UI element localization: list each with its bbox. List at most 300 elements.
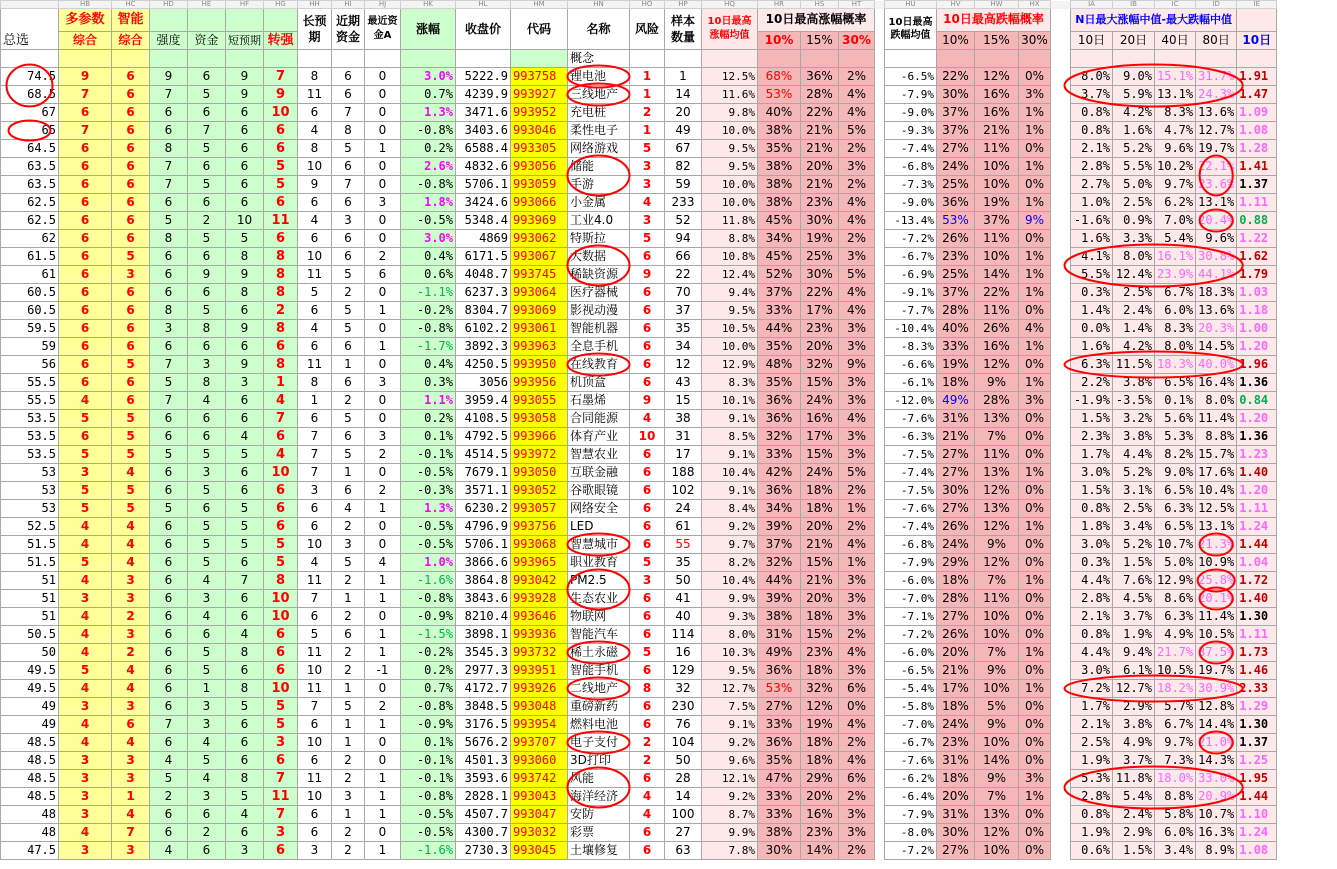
cell-change[interactable]: -0.5% bbox=[401, 536, 456, 554]
cell-close[interactable]: 3959.4 bbox=[456, 392, 511, 410]
cell-low-mean[interactable]: -7.2% bbox=[885, 842, 937, 860]
cell-hp15[interactable]: 19% bbox=[801, 230, 839, 248]
cell-long-expect[interactable]: 6 bbox=[298, 302, 332, 320]
cell-strength[interactable]: 5 bbox=[150, 500, 188, 518]
cell-risk[interactable]: 2 bbox=[630, 734, 665, 752]
cell-lp15[interactable]: 13% bbox=[975, 410, 1019, 428]
cell-recent-fund-a[interactable]: 4 bbox=[365, 554, 401, 572]
cell-name[interactable]: 手游 bbox=[568, 176, 630, 194]
cell-med10[interactable]: 1.0% bbox=[1071, 194, 1113, 212]
cell-lp10[interactable]: 26% bbox=[937, 518, 975, 536]
cell-recent-fund-a[interactable]: 1 bbox=[365, 644, 401, 662]
cell-total[interactable]: 51 bbox=[1, 572, 59, 590]
cell-ratio[interactable]: 1.62 bbox=[1237, 248, 1277, 266]
cell-code[interactable]: 993069 bbox=[511, 302, 568, 320]
cell-low-mean[interactable]: -6.6% bbox=[885, 356, 937, 374]
cell-lp15[interactable]: 10% bbox=[975, 680, 1019, 698]
cell-lp15[interactable]: 7% bbox=[975, 644, 1019, 662]
cell-high-mean[interactable]: 9.5% bbox=[702, 302, 758, 320]
cell-ratio[interactable]: 1.28 bbox=[1237, 140, 1277, 158]
cell-hp15[interactable]: 23% bbox=[801, 824, 839, 842]
cell-short-expect[interactable]: 6 bbox=[226, 140, 264, 158]
cell-med80[interactable]: 19.7% bbox=[1196, 662, 1237, 680]
cell-long-expect[interactable]: 6 bbox=[298, 500, 332, 518]
cell-ratio[interactable]: 1.47 bbox=[1237, 86, 1277, 104]
cell-risk[interactable]: 6 bbox=[630, 518, 665, 536]
cell-ratio[interactable]: 1.08 bbox=[1237, 122, 1277, 140]
cell-hp30[interactable]: 4% bbox=[839, 752, 875, 770]
cell-change[interactable]: 0.2% bbox=[401, 662, 456, 680]
cell-turn-strong[interactable]: 11 bbox=[264, 212, 298, 230]
cell-high-mean[interactable]: 9.5% bbox=[702, 158, 758, 176]
cell-recent-fund-a[interactable]: 0 bbox=[365, 410, 401, 428]
cell-recent-fund-a[interactable]: 0 bbox=[365, 122, 401, 140]
cell-med10[interactable]: 1.6% bbox=[1071, 338, 1113, 356]
cell-hp15[interactable]: 23% bbox=[801, 194, 839, 212]
cell-turn-strong[interactable]: 6 bbox=[264, 752, 298, 770]
cell-med80[interactable]: 30.8% bbox=[1196, 248, 1237, 266]
cell-med80[interactable]: 20.1% bbox=[1196, 590, 1237, 608]
cell-fund[interactable]: 5 bbox=[188, 230, 226, 248]
cell-name[interactable]: 石墨烯 bbox=[568, 392, 630, 410]
cell-recent-fund[interactable]: 2 bbox=[332, 644, 365, 662]
cell-change[interactable]: 3.0% bbox=[401, 230, 456, 248]
cell-ratio[interactable]: 1.36 bbox=[1237, 428, 1277, 446]
cell-short-expect[interactable]: 6 bbox=[226, 464, 264, 482]
cell-change[interactable]: 1.0% bbox=[401, 554, 456, 572]
cell-fund[interactable]: 5 bbox=[188, 554, 226, 572]
cell-low-mean[interactable]: -6.8% bbox=[885, 158, 937, 176]
cell-name[interactable]: LED bbox=[568, 518, 630, 536]
cell-sample[interactable]: 61 bbox=[665, 518, 702, 536]
cell-low-mean[interactable]: -5.8% bbox=[885, 698, 937, 716]
cell-code[interactable]: 993059 bbox=[511, 176, 568, 194]
cell-lp15[interactable]: 13% bbox=[975, 500, 1019, 518]
cell-hp10[interactable]: 33% bbox=[758, 806, 801, 824]
cell-high-mean[interactable]: 12.4% bbox=[702, 266, 758, 284]
cell-long-expect[interactable]: 3 bbox=[298, 482, 332, 500]
cell-lp30[interactable]: 1% bbox=[1019, 464, 1051, 482]
cell-change[interactable]: -0.9% bbox=[401, 608, 456, 626]
cell-hp15[interactable]: 22% bbox=[801, 104, 839, 122]
cell-high-mean[interactable]: 8.8% bbox=[702, 230, 758, 248]
cell-short-expect[interactable]: 7 bbox=[226, 572, 264, 590]
cell-smart[interactable]: 5 bbox=[112, 500, 150, 518]
cell-close[interactable]: 5706.1 bbox=[456, 536, 511, 554]
cell-long-expect[interactable]: 9 bbox=[298, 176, 332, 194]
cell-med80[interactable]: 20.3% bbox=[1196, 320, 1237, 338]
cell-fund[interactable]: 4 bbox=[188, 608, 226, 626]
cell-low-mean[interactable]: -7.2% bbox=[885, 626, 937, 644]
cell-fund[interactable]: 5 bbox=[188, 752, 226, 770]
cell-change[interactable]: -0.5% bbox=[401, 824, 456, 842]
cell-long-expect[interactable]: 11 bbox=[298, 770, 332, 788]
cell-short-expect[interactable]: 6 bbox=[226, 338, 264, 356]
cell-med10[interactable]: 0.0% bbox=[1071, 320, 1113, 338]
cell-composite[interactable]: 3 bbox=[59, 698, 112, 716]
cell-recent-fund[interactable]: 5 bbox=[332, 302, 365, 320]
cell-risk[interactable]: 6 bbox=[630, 500, 665, 518]
cell-high-mean[interactable]: 9.1% bbox=[702, 446, 758, 464]
cell-ratio[interactable]: 1.91 bbox=[1237, 68, 1277, 86]
cell-lp10[interactable]: 22% bbox=[937, 68, 975, 86]
cell-change[interactable]: 0.7% bbox=[401, 680, 456, 698]
cell-lp15[interactable]: 12% bbox=[975, 482, 1019, 500]
cell-code[interactable]: 993047 bbox=[511, 806, 568, 824]
cell-code[interactable]: 993055 bbox=[511, 392, 568, 410]
cell-med10[interactable]: -1.6% bbox=[1071, 212, 1113, 230]
cell-med40[interactable]: 3.4% bbox=[1155, 842, 1196, 860]
cell-close[interactable]: 6230.2 bbox=[456, 500, 511, 518]
cell-med80[interactable]: 10.4% bbox=[1196, 482, 1237, 500]
cell-strength[interactable]: 5 bbox=[150, 770, 188, 788]
cell-smart[interactable]: 2 bbox=[112, 644, 150, 662]
cell-composite[interactable]: 6 bbox=[59, 212, 112, 230]
cell-total[interactable]: 62 bbox=[1, 230, 59, 248]
cell-med20[interactable]: 5.2% bbox=[1113, 464, 1155, 482]
cell-total[interactable]: 62.5 bbox=[1, 212, 59, 230]
cell-total[interactable]: 48 bbox=[1, 806, 59, 824]
cell-hp10[interactable]: 27% bbox=[758, 698, 801, 716]
cell-total[interactable]: 52.5 bbox=[1, 518, 59, 536]
cell-fund[interactable]: 6 bbox=[188, 338, 226, 356]
cell-total[interactable]: 53 bbox=[1, 500, 59, 518]
cell-recent-fund[interactable]: 4 bbox=[332, 500, 365, 518]
cell-lp15[interactable]: 26% bbox=[975, 320, 1019, 338]
cell-composite[interactable]: 3 bbox=[59, 464, 112, 482]
cell-recent-fund-a[interactable]: 0 bbox=[365, 464, 401, 482]
cell-code[interactable]: 993067 bbox=[511, 248, 568, 266]
cell-fund[interactable]: 6 bbox=[188, 428, 226, 446]
cell-lp15[interactable]: 10% bbox=[975, 626, 1019, 644]
cell-lp15[interactable]: 11% bbox=[975, 590, 1019, 608]
cell-turn-strong[interactable]: 5 bbox=[264, 158, 298, 176]
cell-short-expect[interactable]: 4 bbox=[226, 428, 264, 446]
cell-fund[interactable]: 5 bbox=[188, 302, 226, 320]
cell-med40[interactable]: 8.2% bbox=[1155, 446, 1196, 464]
cell-lp30[interactable]: 1% bbox=[1019, 374, 1051, 392]
cell-close[interactable]: 6171.5 bbox=[456, 248, 511, 266]
cell-hp10[interactable]: 38% bbox=[758, 824, 801, 842]
cell-total[interactable]: 49.5 bbox=[1, 680, 59, 698]
cell-med20[interactable]: 0.9% bbox=[1113, 212, 1155, 230]
cell-total[interactable]: 59 bbox=[1, 338, 59, 356]
cell-change[interactable]: -0.5% bbox=[401, 212, 456, 230]
cell-fund[interactable]: 2 bbox=[188, 212, 226, 230]
cell-code[interactable]: 993062 bbox=[511, 230, 568, 248]
cell-risk[interactable]: 6 bbox=[630, 284, 665, 302]
cell-recent-fund-a[interactable]: 0 bbox=[365, 158, 401, 176]
cell-med40[interactable]: 6.0% bbox=[1155, 302, 1196, 320]
cell-short-expect[interactable]: 5 bbox=[226, 230, 264, 248]
cell-close[interactable]: 4792.5 bbox=[456, 428, 511, 446]
cell-hp30[interactable]: 3% bbox=[839, 572, 875, 590]
cell-med10[interactable]: 4.1% bbox=[1071, 248, 1113, 266]
cell-lp10[interactable]: 53% bbox=[937, 212, 975, 230]
cell-med80[interactable]: 14.5% bbox=[1196, 338, 1237, 356]
cell-change[interactable]: 1.3% bbox=[401, 104, 456, 122]
cell-recent-fund-a[interactable]: 0 bbox=[365, 518, 401, 536]
cell-fund[interactable]: 5 bbox=[188, 176, 226, 194]
cell-med80[interactable]: 12.5% bbox=[1196, 500, 1237, 518]
cell-recent-fund-a[interactable]: 1 bbox=[365, 626, 401, 644]
cell-hp10[interactable]: 33% bbox=[758, 302, 801, 320]
cell-change[interactable]: -0.9% bbox=[401, 716, 456, 734]
cell-short-expect[interactable]: 9 bbox=[226, 266, 264, 284]
cell-strength[interactable]: 6 bbox=[150, 248, 188, 266]
cell-smart[interactable]: 6 bbox=[112, 86, 150, 104]
cell-med80[interactable]: 10.9% bbox=[1196, 554, 1237, 572]
cell-risk[interactable]: 6 bbox=[630, 626, 665, 644]
cell-long-expect[interactable]: 4 bbox=[298, 320, 332, 338]
cell-hp15[interactable]: 29% bbox=[801, 770, 839, 788]
cell-strength[interactable]: 6 bbox=[150, 194, 188, 212]
cell-short-expect[interactable]: 9 bbox=[226, 86, 264, 104]
cell-lp10[interactable]: 27% bbox=[937, 464, 975, 482]
cell-turn-strong[interactable]: 4 bbox=[264, 446, 298, 464]
cell-lp10[interactable]: 27% bbox=[937, 842, 975, 860]
cell-lp15[interactable]: 11% bbox=[975, 230, 1019, 248]
cell-hp15[interactable]: 23% bbox=[801, 644, 839, 662]
cell-low-mean[interactable]: -8.0% bbox=[885, 824, 937, 842]
cell-change[interactable]: -0.8% bbox=[401, 122, 456, 140]
cell-lp10[interactable]: 25% bbox=[937, 176, 975, 194]
cell-change[interactable]: 0.4% bbox=[401, 356, 456, 374]
cell-med40[interactable]: 10.7% bbox=[1155, 536, 1196, 554]
cell-risk[interactable]: 4 bbox=[630, 194, 665, 212]
cell-recent-fund-a[interactable]: 2 bbox=[365, 698, 401, 716]
cell-lp10[interactable]: 37% bbox=[937, 122, 975, 140]
cell-fund[interactable]: 4 bbox=[188, 770, 226, 788]
cell-hp30[interactable]: 3% bbox=[839, 662, 875, 680]
cell-ratio[interactable]: 1.24 bbox=[1237, 518, 1277, 536]
cell-lp10[interactable]: 49% bbox=[937, 392, 975, 410]
cell-low-mean[interactable]: -6.4% bbox=[885, 788, 937, 806]
cell-lp30[interactable]: 0% bbox=[1019, 68, 1051, 86]
cell-sample[interactable]: 43 bbox=[665, 374, 702, 392]
cell-hp10[interactable]: 36% bbox=[758, 734, 801, 752]
cell-lp30[interactable]: 1% bbox=[1019, 122, 1051, 140]
cell-name[interactable]: 储能 bbox=[568, 158, 630, 176]
cell-code[interactable]: 993305 bbox=[511, 140, 568, 158]
cell-sample[interactable]: 49 bbox=[665, 122, 702, 140]
cell-smart[interactable]: 1 bbox=[112, 788, 150, 806]
cell-total[interactable]: 74.5 bbox=[1, 68, 59, 86]
cell-strength[interactable]: 8 bbox=[150, 140, 188, 158]
cell-recent-fund-a[interactable]: 0 bbox=[365, 230, 401, 248]
cell-total[interactable]: 48.5 bbox=[1, 752, 59, 770]
cell-ratio[interactable]: 1.00 bbox=[1237, 320, 1277, 338]
cell-composite[interactable]: 6 bbox=[59, 194, 112, 212]
cell-fund[interactable]: 5 bbox=[188, 446, 226, 464]
cell-recent-fund-a[interactable]: 1 bbox=[365, 572, 401, 590]
cell-fund[interactable]: 6 bbox=[188, 248, 226, 266]
cell-code[interactable]: 993745 bbox=[511, 266, 568, 284]
cell-hp15[interactable]: 24% bbox=[801, 464, 839, 482]
cell-lp30[interactable]: 0% bbox=[1019, 428, 1051, 446]
cell-long-expect[interactable]: 7 bbox=[298, 698, 332, 716]
cell-lp30[interactable]: 0% bbox=[1019, 698, 1051, 716]
cell-recent-fund[interactable]: 6 bbox=[332, 86, 365, 104]
cell-low-mean[interactable]: -7.6% bbox=[885, 500, 937, 518]
cell-med80[interactable]: 13.6% bbox=[1196, 302, 1237, 320]
cell-hp15[interactable]: 23% bbox=[801, 320, 839, 338]
cell-name[interactable]: 智能机器 bbox=[568, 320, 630, 338]
cell-short-expect[interactable]: 4 bbox=[226, 806, 264, 824]
cell-code[interactable]: 993966 bbox=[511, 428, 568, 446]
cell-high-mean[interactable]: 10.8% bbox=[702, 248, 758, 266]
cell-strength[interactable]: 7 bbox=[150, 176, 188, 194]
cell-recent-fund-a[interactable]: 1 bbox=[365, 842, 401, 860]
cell-name[interactable]: 海洋经济 bbox=[568, 788, 630, 806]
cell-lp30[interactable]: 3% bbox=[1019, 86, 1051, 104]
cell-hp30[interactable]: 2% bbox=[839, 482, 875, 500]
cell-med20[interactable]: 4.4% bbox=[1113, 446, 1155, 464]
cell-lp30[interactable]: 1% bbox=[1019, 338, 1051, 356]
cell-change[interactable]: -1.5% bbox=[401, 626, 456, 644]
cell-high-mean[interactable]: 10.4% bbox=[702, 464, 758, 482]
cell-lp10[interactable]: 30% bbox=[937, 86, 975, 104]
cell-low-mean[interactable]: -13.4% bbox=[885, 212, 937, 230]
cell-sample[interactable]: 22 bbox=[665, 266, 702, 284]
cell-med40[interactable]: 6.5% bbox=[1155, 518, 1196, 536]
cell-fund[interactable]: 5 bbox=[188, 518, 226, 536]
cell-sample[interactable]: 104 bbox=[665, 734, 702, 752]
cell-composite[interactable]: 3 bbox=[59, 752, 112, 770]
cell-turn-strong[interactable]: 5 bbox=[264, 698, 298, 716]
cell-total[interactable]: 60.5 bbox=[1, 302, 59, 320]
cell-change[interactable]: -0.3% bbox=[401, 482, 456, 500]
cell-lp10[interactable]: 31% bbox=[937, 752, 975, 770]
cell-change[interactable]: -0.8% bbox=[401, 176, 456, 194]
cell-close[interactable]: 4869 bbox=[456, 230, 511, 248]
cell-long-expect[interactable]: 6 bbox=[298, 194, 332, 212]
cell-risk[interactable]: 9 bbox=[630, 392, 665, 410]
cell-name[interactable]: 智慧农业 bbox=[568, 446, 630, 464]
cell-med40[interactable]: 13.1% bbox=[1155, 86, 1196, 104]
cell-long-expect[interactable]: 8 bbox=[298, 140, 332, 158]
cell-smart[interactable]: 3 bbox=[112, 266, 150, 284]
cell-ratio[interactable]: 1.25 bbox=[1237, 752, 1277, 770]
cell-high-mean[interactable]: 9.5% bbox=[702, 662, 758, 680]
cell-hp15[interactable]: 28% bbox=[801, 86, 839, 104]
cell-low-mean[interactable]: -7.3% bbox=[885, 176, 937, 194]
cell-hp10[interactable]: 35% bbox=[758, 752, 801, 770]
cell-low-mean[interactable]: -7.0% bbox=[885, 716, 937, 734]
cell-med40[interactable]: 8.8% bbox=[1155, 788, 1196, 806]
cell-recent-fund-a[interactable]: 0 bbox=[365, 608, 401, 626]
cell-name[interactable]: 电子支付 bbox=[568, 734, 630, 752]
cell-med10[interactable]: 0.8% bbox=[1071, 104, 1113, 122]
cell-hp30[interactable]: 2% bbox=[839, 518, 875, 536]
cell-ratio[interactable]: 1.08 bbox=[1237, 842, 1277, 860]
cell-turn-strong[interactable]: 6 bbox=[264, 842, 298, 860]
cell-med10[interactable]: 3.0% bbox=[1071, 662, 1113, 680]
cell-long-expect[interactable]: 10 bbox=[298, 734, 332, 752]
cell-hp10[interactable]: 38% bbox=[758, 194, 801, 212]
cell-code[interactable]: 993972 bbox=[511, 446, 568, 464]
cell-long-expect[interactable]: 7 bbox=[298, 590, 332, 608]
cell-lp15[interactable]: 10% bbox=[975, 608, 1019, 626]
cell-short-expect[interactable]: 4 bbox=[226, 626, 264, 644]
cell-ratio[interactable]: 1.73 bbox=[1237, 644, 1277, 662]
cell-composite[interactable]: 6 bbox=[59, 140, 112, 158]
cell-lp15[interactable]: 7% bbox=[975, 428, 1019, 446]
cell-composite[interactable]: 6 bbox=[59, 428, 112, 446]
cell-high-mean[interactable]: 10.0% bbox=[702, 122, 758, 140]
cell-med20[interactable]: 3.4% bbox=[1113, 518, 1155, 536]
cell-change[interactable]: -0.1% bbox=[401, 752, 456, 770]
cell-long-expect[interactable]: 8 bbox=[298, 68, 332, 86]
cell-short-expect[interactable]: 6 bbox=[226, 122, 264, 140]
cell-med10[interactable]: 3.0% bbox=[1071, 464, 1113, 482]
cell-med10[interactable]: 1.7% bbox=[1071, 446, 1113, 464]
cell-turn-strong[interactable]: 6 bbox=[264, 428, 298, 446]
cell-lp15[interactable]: 16% bbox=[975, 338, 1019, 356]
cell-recent-fund[interactable]: 5 bbox=[332, 320, 365, 338]
cell-lp10[interactable]: 21% bbox=[937, 428, 975, 446]
cell-smart[interactable]: 6 bbox=[112, 176, 150, 194]
cell-med80[interactable]: 40.0% bbox=[1196, 356, 1237, 374]
cell-lp30[interactable]: 1% bbox=[1019, 644, 1051, 662]
cell-close[interactable]: 3843.6 bbox=[456, 590, 511, 608]
cell-high-mean[interactable]: 9.4% bbox=[702, 284, 758, 302]
cell-composite[interactable]: 6 bbox=[59, 158, 112, 176]
cell-recent-fund[interactable]: 8 bbox=[332, 122, 365, 140]
cell-med40[interactable]: 12.9% bbox=[1155, 572, 1196, 590]
cell-strength[interactable]: 6 bbox=[150, 734, 188, 752]
cell-close[interactable]: 4507.7 bbox=[456, 806, 511, 824]
cell-lp15[interactable]: 13% bbox=[975, 806, 1019, 824]
cell-composite[interactable]: 6 bbox=[59, 176, 112, 194]
cell-low-mean[interactable]: -7.9% bbox=[885, 554, 937, 572]
cell-name[interactable]: 智慧城市 bbox=[568, 536, 630, 554]
cell-hp30[interactable]: 4% bbox=[839, 284, 875, 302]
cell-long-expect[interactable]: 10 bbox=[298, 536, 332, 554]
cell-lp10[interactable]: 18% bbox=[937, 770, 975, 788]
cell-lp10[interactable]: 36% bbox=[937, 194, 975, 212]
cell-high-mean[interactable]: 10.4% bbox=[702, 572, 758, 590]
cell-fund[interactable]: 5 bbox=[188, 140, 226, 158]
cell-lp15[interactable]: 9% bbox=[975, 662, 1019, 680]
cell-med40[interactable]: 6.2% bbox=[1155, 194, 1196, 212]
cell-composite[interactable]: 3 bbox=[59, 842, 112, 860]
cell-risk[interactable]: 2 bbox=[630, 752, 665, 770]
cell-lp15[interactable]: 11% bbox=[975, 140, 1019, 158]
cell-short-expect[interactable]: 6 bbox=[226, 158, 264, 176]
cell-recent-fund[interactable]: 6 bbox=[332, 68, 365, 86]
cell-close[interactable]: 6588.4 bbox=[456, 140, 511, 158]
cell-smart[interactable]: 3 bbox=[112, 590, 150, 608]
cell-fund[interactable]: 3 bbox=[188, 464, 226, 482]
cell-med40[interactable]: 18.0% bbox=[1155, 770, 1196, 788]
cell-sample[interactable]: 15 bbox=[665, 392, 702, 410]
cell-hp10[interactable]: 45% bbox=[758, 248, 801, 266]
cell-name[interactable]: 物联网 bbox=[568, 608, 630, 626]
cell-total[interactable]: 48.5 bbox=[1, 788, 59, 806]
cell-total[interactable]: 67 bbox=[1, 104, 59, 122]
cell-hp30[interactable]: 4% bbox=[839, 104, 875, 122]
cell-med40[interactable]: 7.0% bbox=[1155, 212, 1196, 230]
cell-med10[interactable]: 2.1% bbox=[1071, 716, 1113, 734]
cell-lp10[interactable]: 28% bbox=[937, 590, 975, 608]
cell-turn-strong[interactable]: 6 bbox=[264, 338, 298, 356]
cell-hp10[interactable]: 31% bbox=[758, 626, 801, 644]
cell-lp15[interactable]: 22% bbox=[975, 284, 1019, 302]
cell-total[interactable]: 68.5 bbox=[1, 86, 59, 104]
cell-med40[interactable]: 6.3% bbox=[1155, 608, 1196, 626]
cell-med10[interactable]: 2.1% bbox=[1071, 140, 1113, 158]
